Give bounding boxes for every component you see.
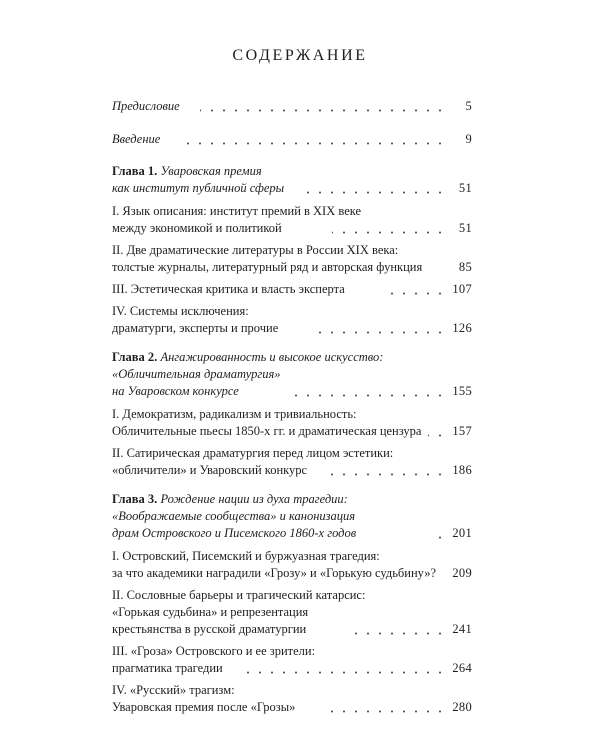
section-title: крестьянства в русской драматургии: [112, 622, 307, 636]
chapter-label: Глава 2.: [112, 350, 158, 364]
section-title: Уваровская премия после «Грозы»: [112, 700, 296, 714]
toc-page-number: 201: [452, 526, 472, 540]
toc-section[interactable]: [112, 604, 472, 621]
toc-section[interactable]: [112, 203, 472, 220]
toc-page-number: 280: [452, 700, 472, 714]
toc-page-number: 209: [452, 566, 472, 580]
toc-page-number: 157: [452, 424, 472, 438]
section-title: III. «Гроза» Островского и ее зрители:: [112, 644, 316, 658]
toc-section[interactable]: [112, 220, 472, 237]
toc-section[interactable]: [112, 660, 472, 677]
toc-page-number: 241: [452, 622, 472, 636]
toc-section[interactable]: [112, 621, 472, 638]
chapter-label: Глава 3.: [112, 492, 158, 506]
dot-leader: [430, 525, 446, 542]
section-title: III. Эстетическая критика и власть эксперта: [112, 282, 345, 296]
toc-section[interactable]: [112, 548, 472, 565]
toc-page-number: 155: [452, 384, 472, 398]
dot-leader: [322, 699, 446, 716]
toc-chapter-1-heading-line-2[interactable]: [112, 180, 472, 197]
toc-page-number: 264: [452, 661, 472, 675]
toc-section[interactable]: [112, 565, 472, 582]
toc-section[interactable]: [112, 682, 472, 699]
section-title: прагматика трагедии: [112, 661, 223, 675]
section-title: I. Островский, Писемский и буржуазная трагедия:: [112, 549, 380, 563]
dot-leader: [184, 131, 446, 148]
toc-page-number: 107: [452, 282, 472, 296]
toc-section[interactable]: [112, 462, 472, 479]
dot-leader: [318, 320, 446, 337]
toc-section[interactable]: [112, 320, 472, 337]
chapter-title: «Воображаемые сообщества» и канонизация: [112, 509, 356, 523]
toc-chapter-2-heading-line-3[interactable]: [112, 383, 472, 400]
toc-chapter-3-heading-line-3[interactable]: [112, 525, 472, 542]
toc-section[interactable]: [112, 643, 472, 660]
toc-entry-label: Предисловие: [112, 99, 180, 113]
chapter-title: на Уваровском конкурсе: [112, 384, 239, 398]
toc-chapter-3-heading[interactable]: [112, 491, 472, 508]
dot-leader: [302, 180, 446, 197]
toc-section[interactable]: [112, 699, 472, 716]
chapter-title: «Обличительная драматургия»: [112, 367, 281, 381]
toc-page-number: 9: [465, 132, 472, 146]
toc-section[interactable]: [112, 281, 472, 298]
section-title: IV. Системы исключения:: [112, 304, 249, 318]
section-title: IV. «Русский» трагизм:: [112, 683, 235, 697]
toc-page-number: 186: [452, 463, 472, 477]
dot-leader: [242, 660, 446, 677]
section-title: между экономикой и политикой: [112, 221, 282, 235]
toc-page-number: 126: [452, 321, 472, 335]
toc-chapter-2-heading[interactable]: [112, 349, 472, 366]
toc-chapter-2-heading-line-2[interactable]: [112, 366, 472, 383]
chapter-label: Глава 1.: [112, 164, 158, 178]
dot-leader: [384, 281, 446, 298]
toc-entry-preface[interactable]: [112, 98, 472, 115]
toc-section[interactable]: [112, 423, 472, 440]
toc-page-number: 51: [458, 181, 472, 195]
dot-leader: [332, 220, 446, 237]
toc-page-number: 85: [458, 260, 472, 274]
toc-section[interactable]: [112, 445, 472, 462]
section-title: II. Две драматические литературы в России XIX века:: [112, 243, 399, 257]
toc-section[interactable]: [112, 406, 472, 423]
section-title: драматурги, эксперты и прочие: [112, 321, 279, 335]
section-title: «Горькая судьбина» и репрезентация: [112, 605, 309, 619]
section-title: I. Язык описания: институт премий в XIX веке: [112, 204, 362, 218]
toc-section[interactable]: [112, 259, 472, 276]
section-title: за что академики наградили «Грозу» и «Горькую судьбину»?: [112, 566, 437, 580]
toc-section[interactable]: [112, 587, 472, 604]
chapter-title: Ангажированность и высокое искусство:: [160, 350, 384, 364]
toc-chapter-1-heading[interactable]: [112, 163, 472, 180]
toc-page-number: 51: [458, 221, 472, 235]
section-title: II. Сословные барьеры и трагический катарсис:: [112, 588, 366, 602]
dot-leader: [200, 98, 446, 115]
toc-page-number: 5: [465, 99, 472, 113]
chapter-title: Рождение нации из духа трагедии:: [160, 492, 348, 506]
section-title: II. Сатирическая драматургия перед лицом эстетики:: [112, 446, 394, 460]
dot-leader: [322, 462, 446, 479]
chapter-title: как институт публичной сферы: [112, 181, 285, 195]
toc-entry-label: Введение: [112, 132, 161, 146]
dot-leader: [346, 621, 446, 638]
toc-section[interactable]: [112, 242, 472, 259]
section-title: «обличители» и Уваровский конкурс: [112, 463, 308, 477]
section-title: I. Демократизм, радикализм и тривиальность:: [112, 407, 357, 421]
chapter-title: Уваровская премия: [160, 164, 262, 178]
dot-leader: [290, 383, 446, 400]
toc-section[interactable]: [112, 303, 472, 320]
toc-entry-intro[interactable]: [112, 131, 472, 148]
page-title: СОДЕРЖАНИЕ: [232, 47, 368, 64]
section-title: Обличительные пьесы 1850-х гг. и драматическая цензура: [112, 424, 422, 438]
dot-leader: [428, 423, 446, 440]
chapter-title: драм Островского и Писемского 1860-х годов: [112, 526, 357, 540]
section-title: толстые журналы, литературный ряд и авторская функция: [112, 260, 423, 274]
toc-chapter-3-heading-line-2[interactable]: [112, 508, 472, 525]
